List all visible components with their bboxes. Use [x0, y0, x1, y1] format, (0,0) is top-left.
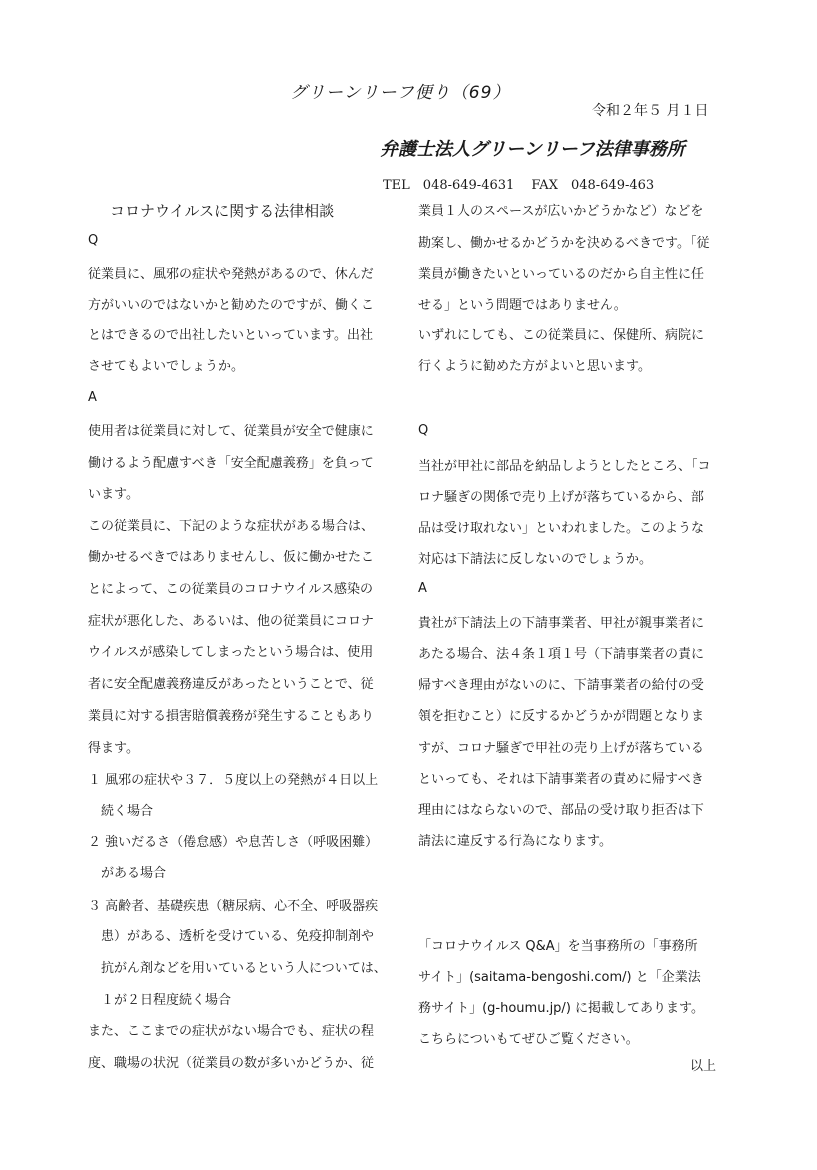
left-text-line: ２ 強いだるさ（倦怠感）や息苦しさ（呼吸困難） [88, 835, 379, 850]
contact-info: TEL 048‐649‐4631 FAX 048‐649‐463 [383, 178, 655, 193]
right-text-line: 帰すべき理由がないのに、下請事業者の給付の受 [418, 678, 704, 693]
right-text-line: 勘案し、働かせるかどうかを決めるべきです。「従 [418, 236, 710, 251]
left-text-line: Q [88, 233, 99, 248]
right-text-line: 対応は下請法に反しないのでしょうか。 [418, 552, 653, 567]
right-text-line: 領を拒むこと）に反するかどうかが問題となりま [418, 709, 705, 724]
left-text-line: 従業員に、風邪の症状や発熱があるので、休んだ [88, 267, 374, 282]
left-text-line: 抗がん剤などを用いているという人については、 [88, 961, 387, 976]
left-text-line: とによって、この従業員のコロナウイルス感染の [88, 582, 373, 597]
right-text-line: サイト」(saitama-bengoshi.com/) と「企業法 [418, 970, 701, 985]
right-text-line: Q [418, 423, 429, 438]
left-text-line: A [88, 390, 97, 405]
right-text-line: いずれにしても、この従業員に、保健所、病院に [418, 328, 705, 343]
right-text-line: 業員１人のスペースが広いかどうかなど）などを [418, 204, 704, 219]
left-text-line: 患）がある、透析を受けている、免疫抑制剤や [88, 929, 375, 944]
law-firm-name: 弁護士法人グリーンリーフ法律事務所 [380, 139, 685, 160]
left-text-line: させてもよいでしょうか。 [88, 359, 245, 374]
right-text-line: ロナ騒ぎの関係で売り上げが落ちているから、部 [418, 490, 704, 505]
right-text-line: 貴社が下請法上の下請事業者、甲社が親事業者に [418, 616, 705, 631]
right-text-line: すが、コロナ騒ぎで甲社の売り上げが落ちている [418, 741, 704, 756]
newsletter-title: グリーンリーフ便り（69） [290, 83, 511, 103]
left-text-line: １が２日程度続く場合 [88, 993, 232, 1008]
closing-mark: 以上 [690, 1059, 717, 1074]
right-text-line: 当社が甲社に部品を納品しようとしたところ、「コ [418, 459, 711, 474]
left-text-line: 使用者は従業員に対して、従業員が安全で健康に [88, 424, 374, 439]
right-text-line: といっても、それは下請事業者の責めに帰すべき [418, 772, 704, 787]
right-text-line: 務サイト」(g-houmu.jp/) に掲載してあります。 [418, 1001, 704, 1016]
left-text-line: とはできるので出社したいといっています。出社 [88, 328, 373, 343]
right-text-line: 業員が働きたいといっているのだから自主性に任 [418, 267, 705, 282]
left-text-line: 症状が悪化した、あるいは、他の従業員にコロナ [88, 614, 375, 629]
left-text-line: この従業員に、下記のような症状がある場合は、 [88, 519, 375, 534]
left-text-line: また、ここまでの症状がない場合でも、症状の程 [88, 1024, 375, 1039]
left-text-line: 業員に対する損害賠償義務が発生することもあり [88, 709, 375, 724]
left-text-line: います。 [88, 487, 139, 502]
right-text-line: A [418, 581, 427, 596]
right-column [418, 0, 728, 1170]
left-text-line: 働かせるべきではありませんし、仮に働かせたこ [88, 550, 375, 565]
left-text-line: 方がいいのではないかと勧めたのですが、働くこ [88, 298, 375, 313]
right-text-line: こちらについもてぜひご覧ください。 [418, 1032, 639, 1047]
right-text-line: せる」という問題ではありません。 [418, 298, 627, 313]
section-heading: コロナウイルスに関する法律相談 [110, 202, 335, 220]
left-text-line: 得ます。 [88, 741, 139, 756]
left-text-line: 続く場合 [88, 804, 154, 819]
left-text-line: ３ 高齢者、基礎疾患（糖尿病、心不全、呼吸器疾 [88, 899, 379, 914]
left-text-line: ウイルスが感染してしまったという場合は、使用 [88, 645, 374, 660]
right-text-line: 行くように勧めた方がよいと思います。 [418, 359, 651, 374]
left-text-line: がある場合 [88, 866, 167, 881]
left-text-line: １ 風邪の症状や３７．５度以上の発熱が４日以上 [88, 773, 379, 788]
right-text-line: あたる場合、法４条１項１号（下請事業者の責に [418, 647, 705, 662]
left-text-line: 者に安全配慮義務違反があったということで、従 [88, 677, 374, 692]
right-text-line: 品は受け取れない」といわれました。このような [418, 521, 705, 536]
right-text-line: 請法に違反する行為になります。 [418, 834, 612, 849]
left-text-line: 働けるよう配慮すべき「安全配慮義務」を負って [88, 456, 374, 471]
right-text-line: 理由にはならないので、部品の受け取り拒否は下 [418, 803, 704, 818]
left-column [88, 0, 408, 1170]
right-text-line: 「コロナウイルス Q&A」を当事務所の「事務所 [418, 939, 698, 954]
issue-date: 令和２年５ 月１日 [592, 103, 709, 119]
left-text-line: 度、職場の状況（従業員の数が多いかどうか、従 [88, 1056, 375, 1071]
